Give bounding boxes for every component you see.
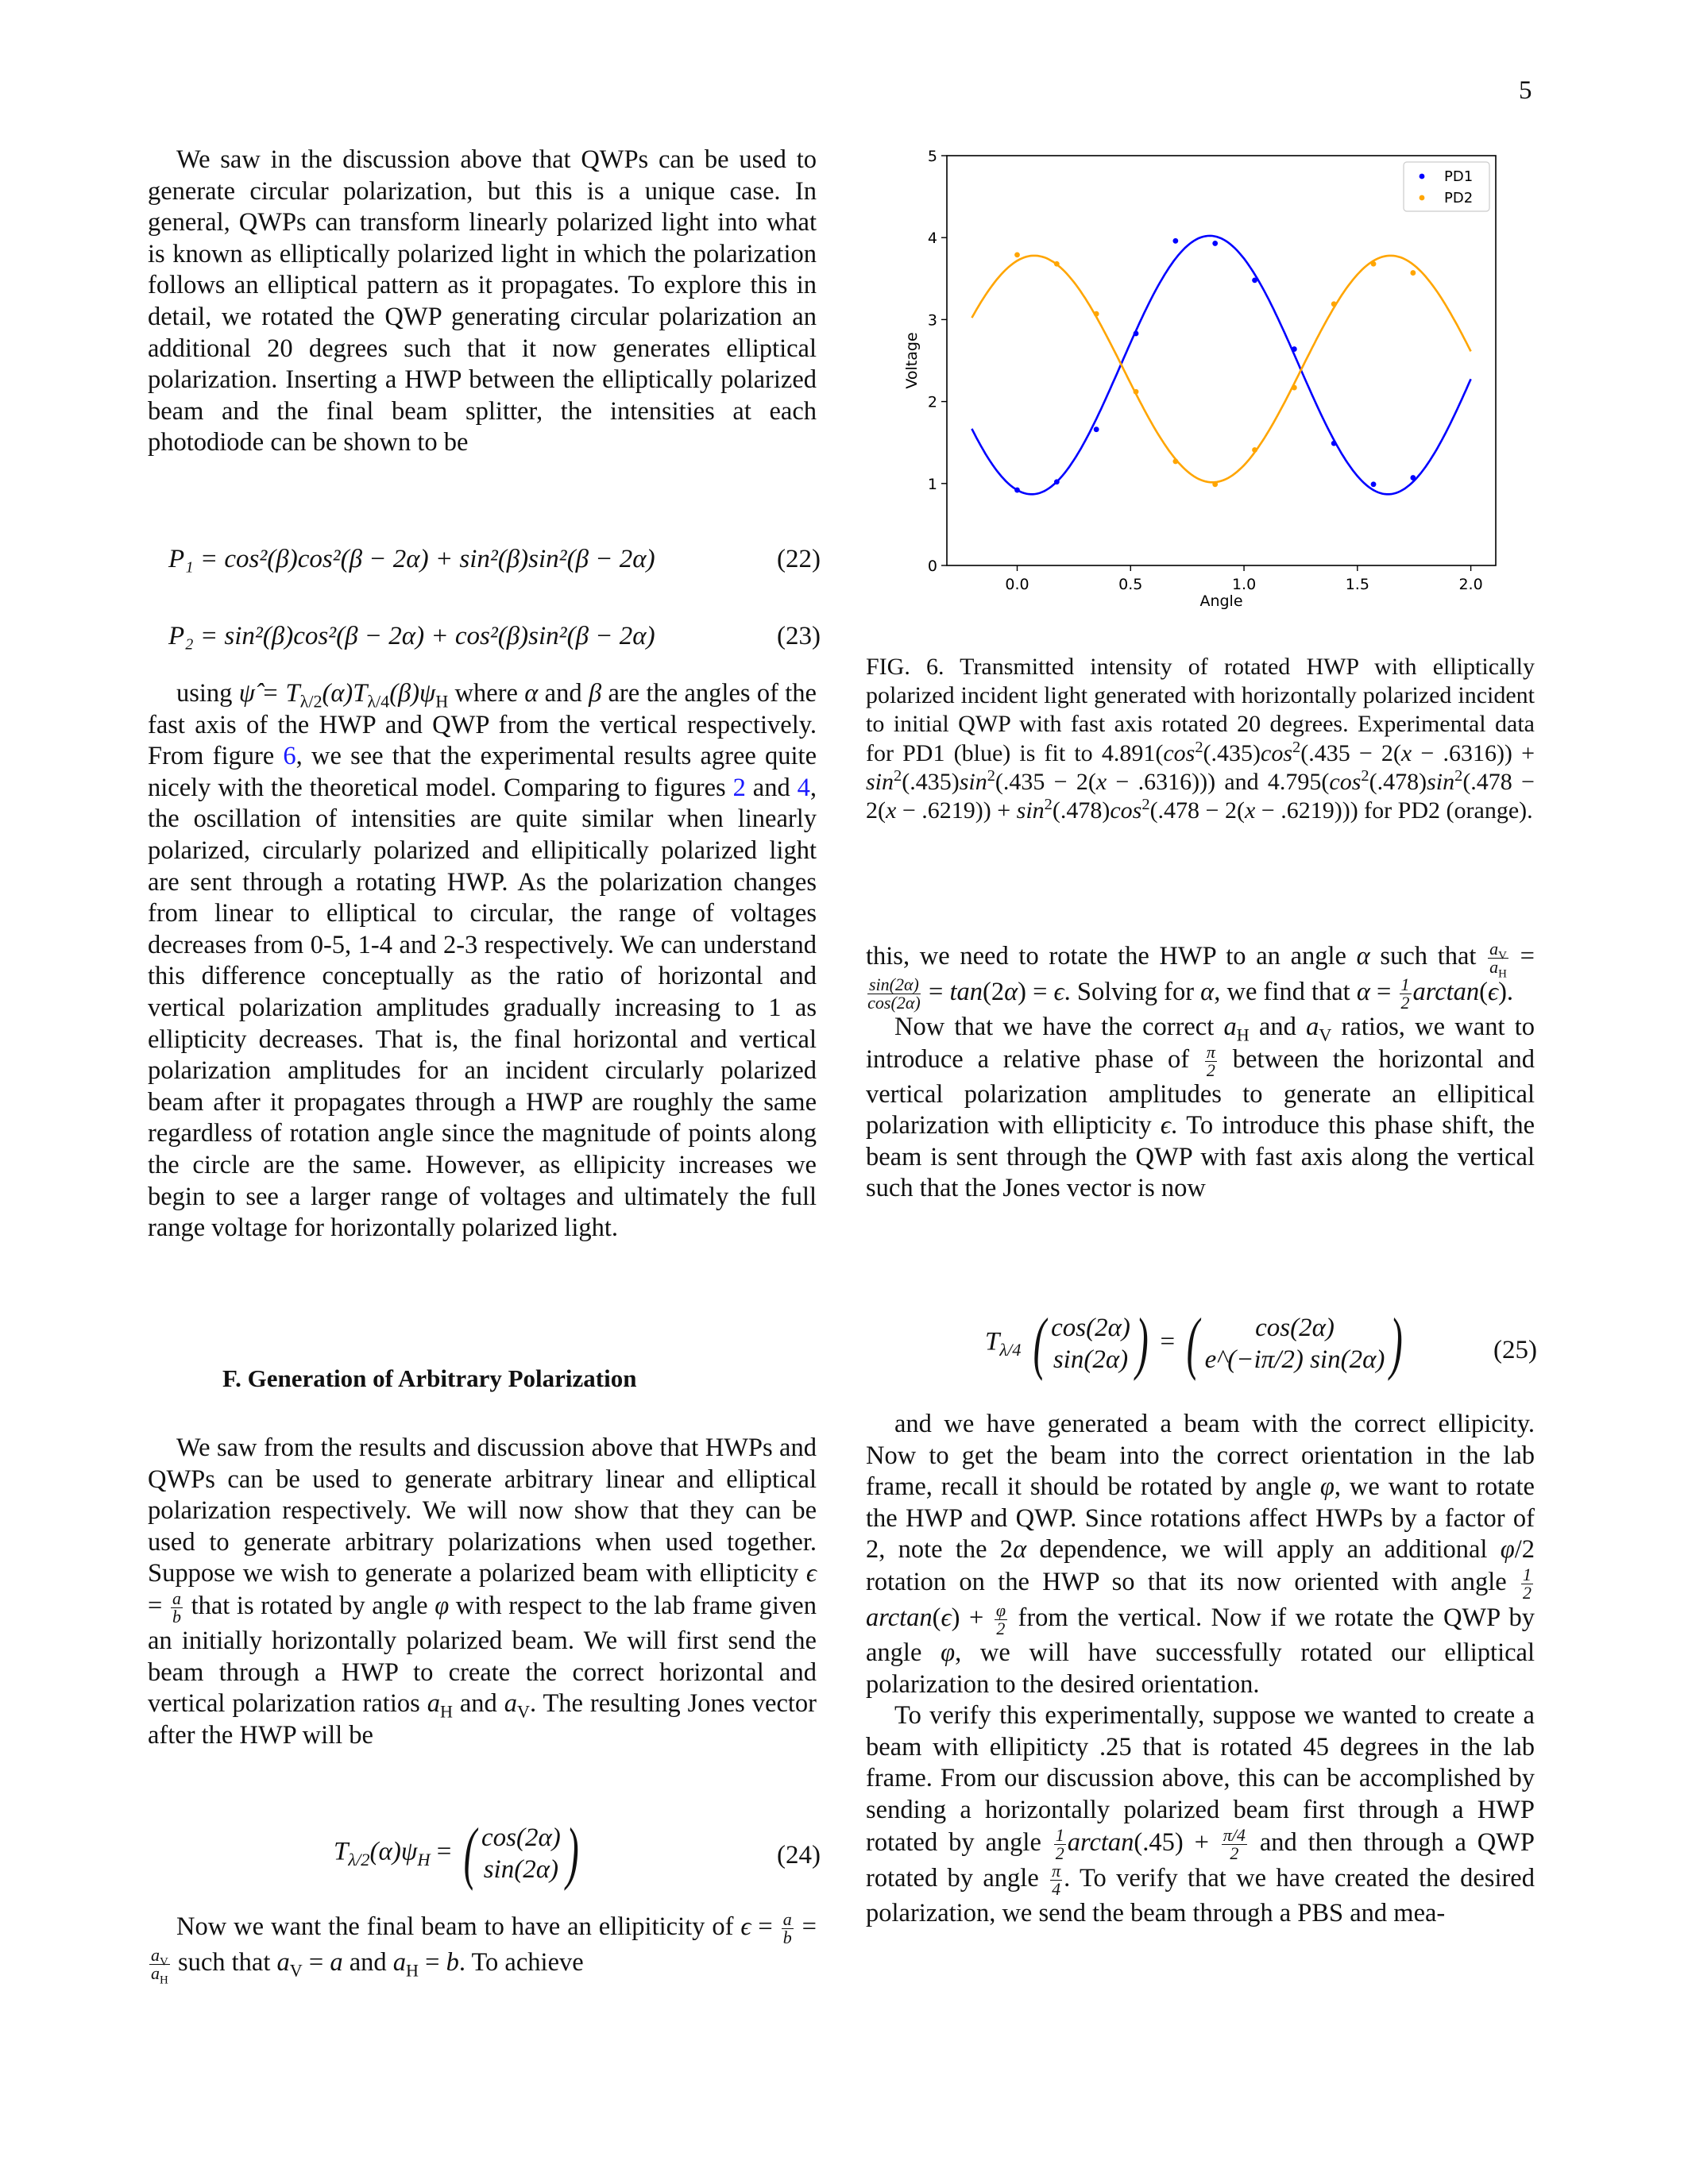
math-expr: 2 <box>1206 1059 1215 1080</box>
fraction-denominator <box>995 1620 1007 1638</box>
math-symbol: ϵ <box>1160 1111 1172 1140</box>
math-expr: 4 <box>1052 1878 1061 1899</box>
math-subscript: V <box>289 1960 303 1981</box>
paragraph-discussion: using ψ̂ = $T_{\lambda/2}(\alpha)T_{\lambda/4}(\beta)\psi_H$ where α and β are the angles of the fast axis of the HWP and QWP from the vertical respectively. From figure 6, we see that the experimental results agree quite nicely with the theoretical model. Comparing to figures 2 and 4, the oscillation of intensities are quite similar when linearly polarized, circularly polarized and ellipitically polarized light are sent through a rotating HWP. As the polarization changes from linear to elliptical to circular, the range of voltages decreases from 0-5, 1-4 and 2-3 respectively. We can understand this difference conceptually as the ratio of horizontal and vertical polarization amplitudes gradually increasing to 1 as ellipticity decreases. That is, the final horizontal and vertical polarization amplitudes for an incident circularly polarized beam after it propagates through a HWP are roughly the same regardless of rotation angle since the magnitude of points along the circle are the same. However, as ellipicity increases we begin to see a larger range of voltages and ultimately the full range voltage for horizontally polarized light. <box>148 679 817 1243</box>
math-expr: b <box>172 1606 181 1626</box>
math-term <box>783 1909 792 1929</box>
data-point-pd1 <box>1212 241 1218 246</box>
math-symbol: x <box>1244 797 1256 824</box>
math-term <box>1489 939 1507 963</box>
math-expr: a <box>172 1588 181 1608</box>
equation-23 <box>168 622 655 651</box>
math-symbol: x <box>1095 768 1107 795</box>
paragraph-intro: We saw in the discussion above that QWPs can be used to generate circular polarization, but this is a unique case. In general, QWPs can transform linearly polarized light into what is known as elliptically polarized light in which the polarization follows an elliptical pattern as it propagates. To explore this in detail, we rotated the QWP generating circular polarization an additional 20 degrees such that it now generates elliptical polarization. Inserting a HWP between the elliptically polarized beam and the final beam splitter, the intensities at each photodiode can be shown to be <box>148 145 817 457</box>
math-symbol: a <box>427 1689 440 1719</box>
math-term <box>996 1619 1005 1638</box>
math-symbol: α <box>1200 977 1215 1006</box>
equation-22-body: P₁ = cos²(β)cos²(β − 2α) + sin²(β)sin²(β − 2α) <box>168 545 655 573</box>
x-tick-label: 1.0 <box>1231 576 1257 593</box>
math-term <box>1052 1861 1060 1881</box>
math-superscript: 2 <box>1044 796 1053 814</box>
paragraph-phase: Now that we have the correct $a_H$ and $a_V$ ratios, we want to introduce a relative phase of $\frac{\pi}{2}$ between the horizontal and vertical polarization amplitudes to generate an ellipitical polarization with ellipticity ϵ. To introduce this phase shift, the beam is sent through the QWP with fast axis along the vertical such that the Jones vector is now <box>866 1013 1535 1203</box>
math-expr: π <box>1052 1860 1061 1881</box>
fraction-denominator <box>1521 1584 1533 1602</box>
math-symbol: α <box>1004 977 1018 1006</box>
data-point-pd2 <box>1371 261 1377 267</box>
fraction-numerator <box>1400 976 1412 994</box>
math-subscript: λ/2 <box>299 691 323 712</box>
data-point-pd2 <box>1410 270 1416 276</box>
math-var: a <box>151 1963 160 1983</box>
math-expr: 1 <box>1523 1564 1532 1584</box>
eq25-left-vector: ( cos(2α) sin(2α) ) <box>1033 1305 1149 1382</box>
math-subscript: H <box>435 691 449 712</box>
math-term <box>1523 1565 1532 1584</box>
math-term <box>1489 957 1507 981</box>
equation-23-body: P₂ = sin²(β)cos²(β − 2α) + cos²(β)sin²(β − 2α) <box>168 622 655 650</box>
figure-reference-link[interactable]: 6 <box>283 742 296 771</box>
math-symbol: ψ̂ = T <box>238 679 300 708</box>
data-point-pd2 <box>1252 447 1257 453</box>
inline-fraction <box>1400 976 1412 1012</box>
eq25-row: cos(2α) <box>1255 1314 1335 1342</box>
data-point-pd1 <box>1252 277 1257 283</box>
math-symbol: φ <box>435 1591 450 1620</box>
math-symbol: ϵ <box>805 1559 817 1588</box>
paragraph-verification: To verify this experimentally, suppose we wanted to create a beam with ellipiticty .25 that is rotated 45 degrees in the lab frame. From our discussion above, this can be accomplished by sending a horizontally polarized beam first through a HWP rotated by angle $\frac{1}{2}$ arctan(.45) + $\frac{\pi/4}{2}$ and then through a QWP rotated by angle $\frac{\pi}{4}$ . To verify that we have created the desired polarization, we send the beam through a PBS and mea- <box>866 1701 1535 1927</box>
data-point-pd2 <box>1292 385 1297 391</box>
math-expr: 2 <box>1230 1843 1239 1863</box>
paragraph-orientation: and we have generated a beam with the correct ellipicity. Now to get the beam into the correct orientation in the lab frame, recall it should be rotated by angle φ, we want to rotate the HWP and QWP. Since rotations affect HWPs by a factor of 2, note the 2α dependence, we will apply an additional φ/2 rotation on the HWP so that its now oriented with angle $\frac{1}{2}$ arctan(ϵ) + $\frac{\varphi}{2}$ from the vertical. Now if we rotate the QWP by angle φ, we will have successfully rotated our elliptical polarization to the desired orientation. To verify this experimentally, suppose we wanted to create a beam with ellipiticty .25 that is rotated 45 degrees in the lab frame. From our discussion above, this can be accomplished by sending a horizontally polarized beam first through a HWP rotated by angle $\frac{1}{2}$ arctan(.45) + $\frac{\pi/4}{2}$ and then through a QWP rotated by angle $\frac{\pi}{4}$ . To verify that we have created the desired polarization, we send the beam through a PBS and mea- <box>866 1409 1535 1929</box>
fraction-numerator <box>782 1911 794 1929</box>
equation-22-number: (22) <box>777 545 821 573</box>
math-subscript: H <box>1236 1024 1250 1045</box>
math-symbol: a <box>1306 1013 1319 1041</box>
math-symbol: x <box>886 797 897 824</box>
inline-fraction <box>1205 1041 1217 1080</box>
eq24-lhs-sub2: H <box>417 1850 431 1870</box>
fraction-denominator <box>1054 1845 1066 1862</box>
math-var: a <box>1489 939 1499 959</box>
data-point-pd1 <box>1094 426 1099 432</box>
math-expr: a <box>782 1909 792 1929</box>
page-number: 5 <box>1519 76 1532 105</box>
fit-line-pd1 <box>971 236 1470 494</box>
math-symbol: cos <box>1163 739 1196 766</box>
inline-fraction <box>171 1590 183 1626</box>
fraction-numerator <box>1050 1862 1062 1881</box>
legend-label-pd1: PD1 <box>1444 168 1474 185</box>
math-symbol: cos <box>1329 768 1362 795</box>
fit-line-pd2 <box>971 256 1470 482</box>
inline-fraction <box>149 1945 170 1987</box>
math-superscript: 2 <box>1292 738 1301 756</box>
data-point-pd2 <box>1212 481 1218 487</box>
y-axis-label: Voltage <box>903 332 921 389</box>
math-symbol: ϵ <box>1053 977 1064 1006</box>
math-symbol: a <box>276 1947 290 1977</box>
math-expr: π <box>1206 1041 1215 1062</box>
math-symbol: φ <box>1319 1472 1335 1502</box>
eq24-vector: ( cos(2α) sin(2α) ) <box>463 1815 579 1892</box>
math-expr: π/4 <box>1223 1824 1246 1845</box>
math-symbol: sin <box>866 768 894 795</box>
data-point-pd1 <box>1172 238 1178 244</box>
data-point-pd2 <box>1094 311 1099 317</box>
fraction-numerator <box>867 976 921 994</box>
inline-fraction <box>1054 1824 1066 1863</box>
fraction-denominator <box>1222 1845 1247 1862</box>
eq24-lhs: T <box>334 1837 349 1866</box>
y-tick-label: 3 <box>927 311 937 330</box>
inline-fraction <box>782 1911 794 1947</box>
y-tick-label: 0 <box>927 558 937 575</box>
math-expr: 2 <box>1400 993 1410 1013</box>
fraction-numerator <box>1521 1566 1533 1584</box>
data-point-pd2 <box>1331 301 1337 307</box>
data-point-pd1 <box>1014 488 1020 493</box>
math-subscript: H <box>160 1974 168 1987</box>
eq25-row: cos(2α) <box>1051 1314 1130 1342</box>
math-term <box>172 1607 181 1626</box>
math-symbol: α <box>1013 1535 1027 1565</box>
fraction-denominator <box>782 1929 794 1947</box>
math-expr: 2 <box>1523 1582 1532 1603</box>
math-term <box>1056 1825 1064 1845</box>
equation-22 <box>168 545 655 574</box>
math-var: a <box>1489 957 1499 977</box>
paragraph-ellipticity: Now we want the final beam to have an ellipiticity of ϵ = $\frac{a}{b}$ = $\frac{a_V}{a_H}$ such that $a_V = a$ and $a_H = b$. To achieve <box>151 1909 817 1987</box>
fraction-denominator <box>1488 957 1508 981</box>
math-expr: φ <box>995 1599 1006 1620</box>
math-symbol: arctan <box>1412 977 1480 1006</box>
math-symbol: sin <box>959 768 987 795</box>
legend-label-pd2: PD2 <box>1444 190 1474 206</box>
math-symbol: cos <box>1261 739 1293 766</box>
math-symbol: ϵ <box>941 1603 952 1632</box>
data-point-pd1 <box>1371 481 1377 487</box>
inline-fraction <box>1521 1566 1533 1602</box>
x-tick-label: 2.0 <box>1458 576 1483 593</box>
eq25-lhs: T <box>985 1327 1000 1356</box>
x-tick-label: 0.5 <box>1118 576 1143 593</box>
fraction-numerator <box>1054 1824 1066 1845</box>
equation-24-number: (24) <box>777 1841 821 1870</box>
eq24-row: sin(2α) <box>483 1855 559 1884</box>
eq24-lhs-rest: (α)ψ <box>369 1837 418 1866</box>
math-expr: 1 <box>1400 974 1410 994</box>
data-point-pd2 <box>1172 459 1178 465</box>
fraction-denominator <box>171 1608 183 1626</box>
math-symbol: sin <box>1427 768 1455 795</box>
math-term <box>1230 1843 1238 1863</box>
math-symbol: (α)T <box>322 679 368 708</box>
math-symbol: arctan <box>1067 1827 1134 1857</box>
math-expr: b <box>782 1927 792 1947</box>
math-symbol: α <box>524 679 539 708</box>
section-heading: F. Generation of Arbitrary Polarization <box>222 1364 637 1392</box>
math-superscript: 2 <box>1141 796 1150 814</box>
math-symbol: cos <box>1110 797 1142 824</box>
math-symbol: a <box>392 1947 406 1977</box>
fraction-denominator <box>1400 994 1412 1012</box>
math-symbol: sin <box>1016 797 1045 824</box>
inline-fraction <box>995 1599 1007 1638</box>
data-point-pd2 <box>1054 261 1060 267</box>
math-symbol: α <box>1356 977 1370 1006</box>
data-point-pd2 <box>1134 389 1139 395</box>
inline-fraction <box>1488 939 1508 981</box>
eq24-row: cos(2α) <box>481 1823 561 1852</box>
math-symbol: x <box>1400 739 1412 766</box>
math-subscript: V <box>160 1955 168 1969</box>
figure-6-chart <box>874 127 1525 635</box>
x-axis-label: Angle <box>1199 592 1243 610</box>
x-tick-label: 1.5 <box>1345 576 1369 593</box>
legend-marker-pd2 <box>1420 195 1425 201</box>
math-subscript: V <box>1319 1024 1332 1045</box>
math-term <box>1052 1879 1060 1899</box>
math-term <box>1207 1042 1215 1062</box>
math-term <box>1523 1583 1532 1603</box>
y-tick-label: 4 <box>927 230 937 248</box>
fraction-denominator <box>1205 1059 1217 1080</box>
equation-23-number: (23) <box>777 622 821 650</box>
eq24-lhs-sub: λ/2 <box>348 1850 370 1870</box>
math-symbol: φ <box>941 1638 956 1667</box>
plot-frame <box>947 156 1496 565</box>
fraction-denominator <box>867 994 921 1012</box>
math-subscript: λ/4 <box>367 691 390 712</box>
figure-caption: FIG. 6. Transmitted intensity of rotated HWP with elliptically polarized incident light generated with horizontally polarized incident to initial QWP with fast axis rotated 20 degrees. Experimental data for PD1 (blue) is fit to $4.891(\cos^2(.435)\cos^2(.435 - 2(x - .6316)) + \sin^2(.435)\sin^2(.435 - 2(x - .6316)))$ and $4.795(\cos^2(.478)\sin^2(.478 - 2(x - .6219)) + \sin^2(.478)\cos^2(.478 - 2(x - .6219)))$ for PD2 (orange). <box>866 654 1535 824</box>
eq25-row: sin(2α) <box>1053 1345 1129 1374</box>
math-symbol: ϵ <box>1487 977 1499 1006</box>
math-subscript: H <box>1498 967 1507 981</box>
math-term <box>172 1588 181 1608</box>
fraction-numerator <box>995 1599 1007 1620</box>
y-tick-label: 2 <box>927 393 937 411</box>
data-point-pd1 <box>1331 441 1337 446</box>
data-point-pd1 <box>1292 346 1297 352</box>
figure-reference-link[interactable]: 4 <box>797 773 810 802</box>
data-point-pd1 <box>1410 475 1416 480</box>
math-term <box>151 1945 168 1969</box>
math-symbol: b <box>446 1947 459 1977</box>
math-subscript: V <box>517 1701 530 1722</box>
math-term <box>1401 993 1410 1013</box>
equation-25-number: (25) <box>1493 1336 1537 1364</box>
math-symbol: a <box>330 1947 343 1977</box>
fraction-numerator <box>1205 1041 1217 1062</box>
math-symbol: tan <box>949 977 983 1006</box>
fraction-denominator <box>149 1963 170 1987</box>
equation-24: $T_{\lambda/2}(\alpha)\psi_H$ = ( cos(2α) sin(2α) ) <box>334 1819 584 1889</box>
math-superscript: 2 <box>1361 766 1369 785</box>
math-symbol: a <box>504 1689 517 1719</box>
data-point-pd2 <box>1014 252 1020 257</box>
math-superscript: 2 <box>1195 738 1203 756</box>
data-point-pd1 <box>1054 479 1060 484</box>
math-superscript: 2 <box>987 766 995 785</box>
math-term <box>783 1927 792 1947</box>
data-point-pd1 <box>1134 331 1139 337</box>
x-tick-label: 0.0 <box>1005 576 1029 593</box>
math-expr: 1 <box>1055 1824 1064 1845</box>
inline-fraction <box>1222 1824 1247 1863</box>
figure-reference-link[interactable]: 2 <box>732 773 746 802</box>
math-term <box>151 1963 168 1987</box>
fraction-denominator <box>1050 1878 1062 1899</box>
eq25-lhs-sub: λ/4 <box>999 1340 1022 1360</box>
fraction-numerator <box>171 1590 183 1608</box>
math-superscript: 2 <box>1454 766 1463 785</box>
equation-25: $T_{\lambda/4}$ ( cos(2α) sin(2α) ) = ( cos(2α) e^(−iπ/2) sin(2α) ) <box>985 1309 1408 1379</box>
math-symbol: ϵ <box>740 1912 751 1941</box>
math-subscript: H <box>439 1701 453 1722</box>
math-var: a <box>151 1945 160 1965</box>
math-symbol: (β)ψ <box>389 679 436 708</box>
math-symbol: β <box>588 679 602 708</box>
math-term <box>1207 1060 1215 1080</box>
paragraph-arbitrary-polarization: We saw from the results and discussion above that HWPs and QWPs can be used to generate arbitrary linear and elliptical polarization respectively. We will now show that they can be used to generate arbitrary polarizations when used together. Suppose we wish to generate a polarized beam with ellipticity ϵ = $\frac{a}{b}$ that is rotated by angle φ with respect to the lab frame given an initially horizontally polarized beam. We will first send the beam through a HWP to create the correct horizontal and vertical polarization ratios $a_H$ and $a_V$. The resulting Jones vector after the HWP will be <box>148 1433 817 1750</box>
fraction-numerator <box>149 1945 170 1969</box>
math-symbol: φ <box>1500 1535 1515 1565</box>
math-expr: sin(2α) <box>869 974 919 994</box>
math-symbol: a <box>1223 1013 1237 1041</box>
inline-fraction <box>867 976 921 1012</box>
math-term <box>1223 1825 1246 1845</box>
eq25-row: e^(−iπ/2) sin(2α) <box>1204 1345 1385 1374</box>
math-symbol: α <box>1356 941 1370 970</box>
math-expr: cos(2α) <box>867 993 921 1013</box>
math-term <box>1401 974 1410 994</box>
eq25-right-vector: ( cos(2α) e^(−iπ/2) sin(2α) ) <box>1186 1305 1404 1382</box>
math-subscript: V <box>1498 949 1507 963</box>
math-term <box>869 974 919 994</box>
math-symbol: arctan <box>866 1603 933 1632</box>
fraction-numerator <box>1222 1824 1247 1845</box>
math-term <box>996 1600 1006 1620</box>
y-tick-label: 5 <box>927 148 937 165</box>
inline-fraction <box>1050 1862 1062 1898</box>
math-subscript: H <box>406 1960 419 1981</box>
y-tick-label: 1 <box>927 475 937 493</box>
math-expr: 2 <box>996 1618 1006 1638</box>
math-term <box>867 993 921 1013</box>
legend-marker-pd1 <box>1420 174 1425 179</box>
paragraph-hwp-angle: this, we need to rotate the HWP to an angle α such that $\frac{a_V}{a_H}$ = $\frac{\sin(2\alpha)}{\cos(2\alpha)}$ = tan(2α) = ϵ. Solving for α, we find that α = $\frac{1}{2}$ arctan(ϵ). Now that we have the correct $a_H$ and $a_V$ ratios, we want to introduce a relative phase of $\frac{\pi}{2}$ between the horizontal and vertical polarization amplitudes to generate an ellipitical polarization with ellipticity ϵ. To introduce this phase shift, the beam is sent through the QWP with fast axis along the vertical such that the Jones vector is now <box>866 940 1535 1205</box>
math-expr: 2 <box>1055 1843 1064 1863</box>
fraction-numerator <box>1488 939 1508 963</box>
math-superscript: 2 <box>894 766 902 785</box>
